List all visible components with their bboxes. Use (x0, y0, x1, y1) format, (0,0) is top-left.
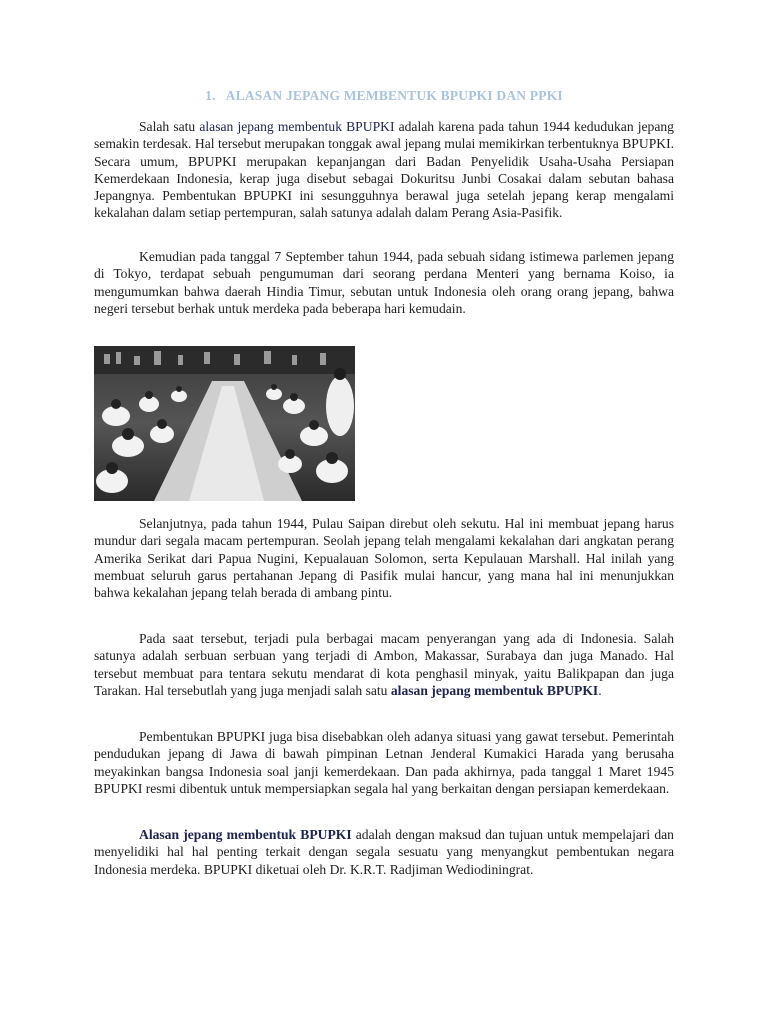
paragraph-3: Selanjutnya, pada tahun 1944, Pulau Saipan direbut oleh sekutu. Hal ini membuat jepang harus mundur dari segala macam pertempuran. Seolah jepang telah mengalami kekalahan dari angkatan perang Amerika Serikat dari Papua Nugini, Kepualauan Solomon, serta Kepulauan Marshall. Hal inilah yang membuat seluruh garus pertahanan Jepang di Pasifik mulai hancur, yang mana hal ini menunjukkan bahwa kekalahan jepang telah berada di ambang pintu. (94, 516, 674, 601)
paragraph-1 (94, 118, 674, 222)
paragraph-2: Kemudian pada tanggal 7 September tahun 1944, pada sebuah sidang istimewa parlemen jepang di Tokyo, terdapat sebuah pengumuman dari seorang perdana Menteri yang bernama Koiso, ia mengumumkan bahwa daerah Hindia Timur, sebutan untuk Indonesia oleh orang orang jepang, bahwa negeri tersebut berhak untuk merdeka pada beberapa hari kemudain. (94, 249, 674, 316)
photo-image (94, 346, 355, 501)
section-title: ALASAN JEPANG MEMBENTUK BPUPKI DAN PPKI (225, 88, 563, 103)
historical-photo (94, 346, 355, 501)
section-heading (0, 88, 768, 104)
keyword-link[interactable]: Alasan jepang membentuk BPUPKI (139, 827, 352, 842)
paragraph-4-text-a: Pada saat tersebut, terjadi pula berbagai macam penyerangan yang ada di Indonesia. Salah satunya adalah serbuan serbuan yang terjadi di Ambon, Makassar, Surabaya dan juga Manado. Hal tersebut membuat para tentara sekutu mendarat di kota penghasil minyak, yaitu Balikpapan dan juga Tarakan. Hal tersebutlah yang juga menjadi salah satu (94, 631, 674, 698)
keyword-link[interactable]: alasan jepang membentuk BPUPKI (199, 119, 395, 134)
paragraph-6 (94, 826, 674, 878)
paragraph-4-text-b: . (598, 682, 602, 698)
paragraph-1-text-a: Salah satu (139, 119, 200, 134)
section-number: 1. (205, 88, 216, 103)
paragraph-6-text-b: adalah dengan maksud dan tujuan untuk mempelajari dan menyelidiki hal hal penting terkait dengan segala sesuatu yang menyangkut pembentukan negara Indonesia merdeka. BPUPKI diketuai oleh Dr. K.R.T. Radjiman Wediodiningrat. (94, 827, 674, 877)
paragraph-5: Pembentukan BPUPKI juga bisa disebabkan oleh adanya situasi yang gawat tersebut. Pemerintah pendudukan jepang di Jawa di bawah pimpinan Letnan Jenderal Kumakici Harada yang berusaha meyakinkan bangsa Indonesia soal janji kemerdekaan. Dan pada akhirnya, pada tanggal 1 Maret 1945 BPUPKI resmi dibentuk untuk mempersiapkan segala hal yang berkaitan dengan persiapan kemerdekaan. (94, 729, 674, 796)
keyword-link[interactable]: alasan jepang membentuk BPUPKI (390, 682, 599, 698)
paragraph-1-text-b: adalah karena pada tahun 1944 kedudukan jepang semakin terdesak. Hal tersebut merupakan tonggak awal jepang mulai memikirkan terbentuknya BPUPKI. Secara umum, BPUPKI merupakan kepanjangan dari Badan Penyelidik Usaha-Usaha Persiapan Kemerdekaan Indonesia, kerap juga disebut sebagai Dokuritsu Junbi Cosakai dalam sebutan bahasa Jepangnya. Pembentukan BPUPKI ini sesungguhnya berawal juga setelah jepang kerap mengalami kekalahan dalam setiap pertempuran, salah satunya adalah dalam Perang Asia-Pasifik. (94, 119, 674, 221)
paragraph-4 (94, 630, 674, 699)
